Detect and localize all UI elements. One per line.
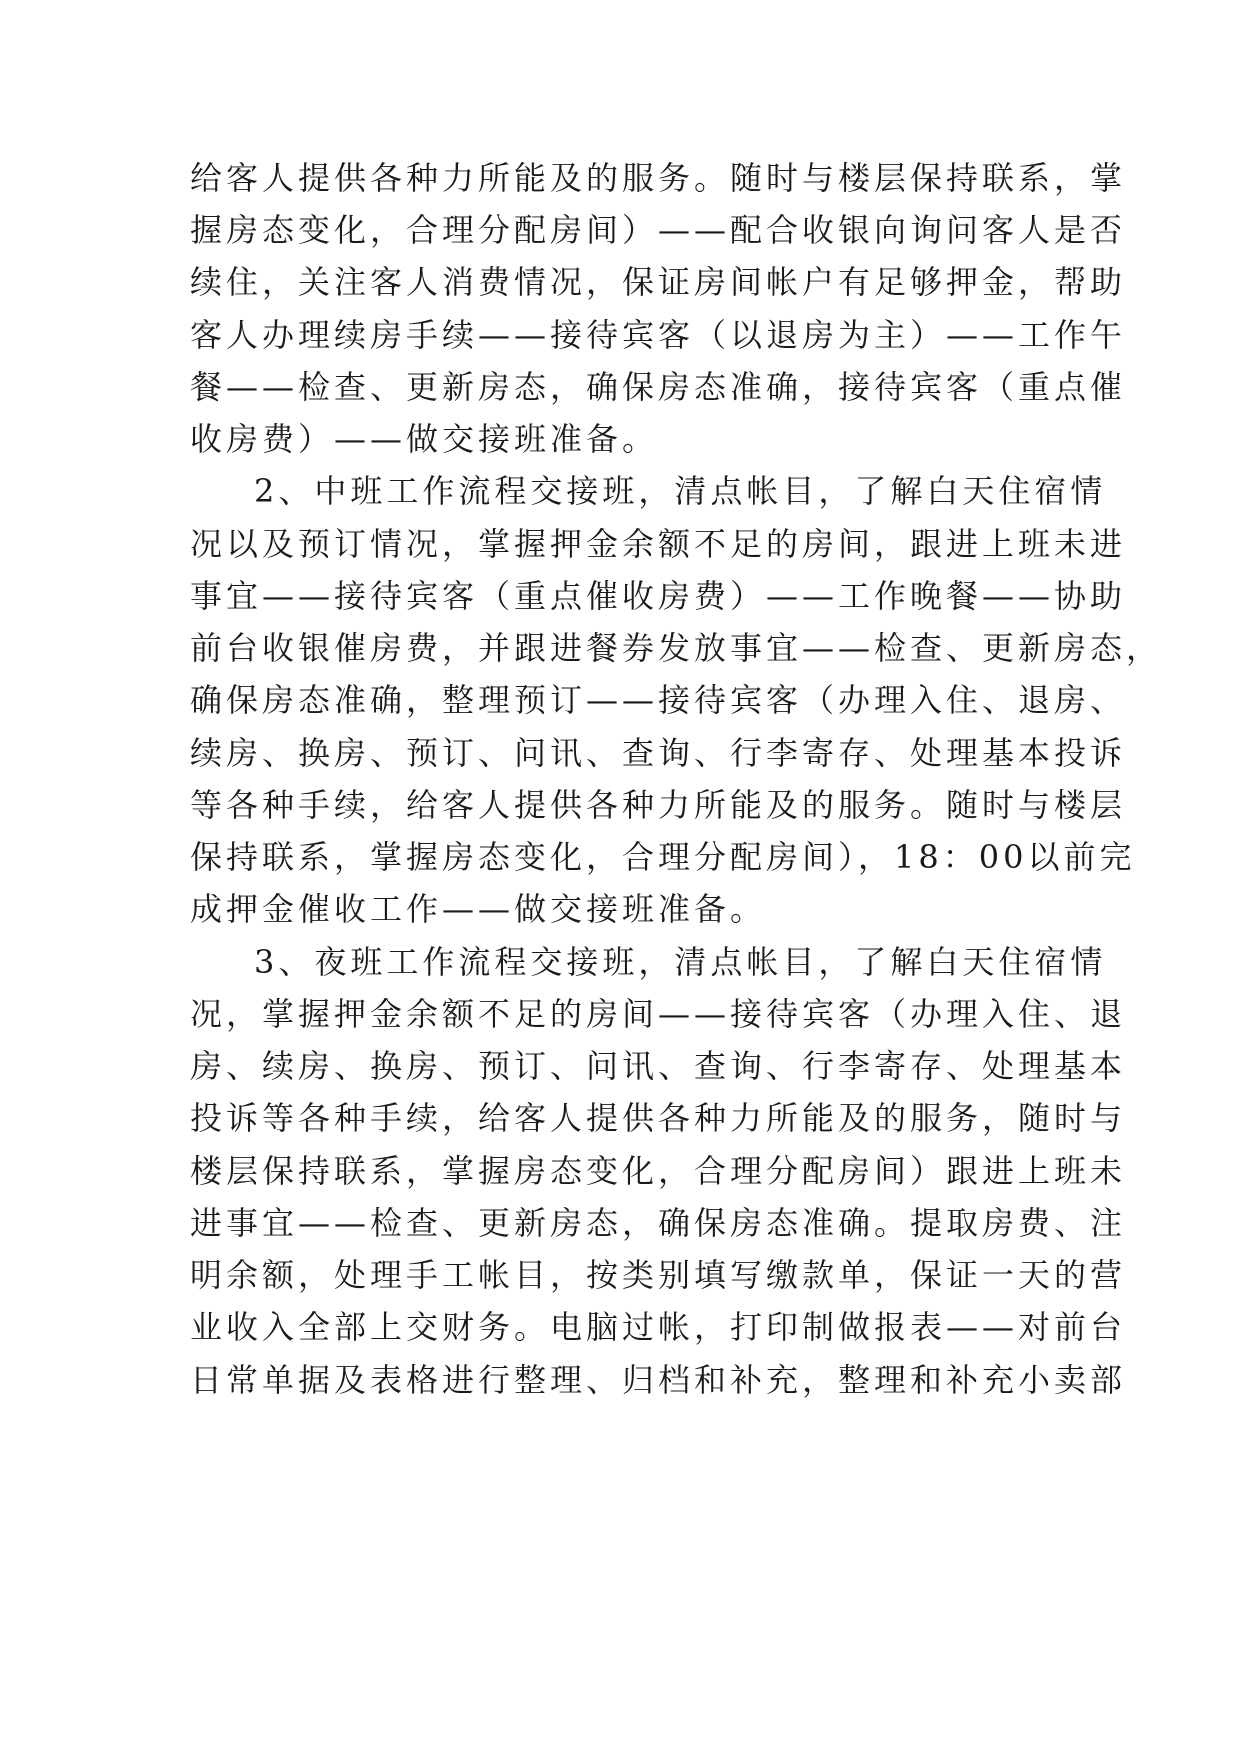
text-line: 前台收银催房费，并跟进餐券发放事宜——检查、更新房态， xyxy=(190,629,1163,667)
text-line: 进事宜——检查、更新房态，确保房态准确。提取房费、注 xyxy=(190,1204,1127,1242)
text-line: 况以及预订情况，掌握押金余额不足的房间，跟进上班未进 xyxy=(190,525,1127,563)
text-line: 确保房态准确，整理预订——接待宾客（办理入住、退房、 xyxy=(190,681,1127,719)
text-line: 投诉等各种手续，给客人提供各种力所能及的服务，随时与 xyxy=(190,1099,1127,1137)
text-line: 事宜——接待宾客（重点催收房费）——工作晚餐——协助 xyxy=(190,577,1127,615)
text-line: 楼层保持联系，掌握房态变化，合理分配房间）跟进上班未 xyxy=(190,1152,1127,1190)
text-line: 况，掌握押金余额不足的房间——接待宾客（办理入住、退 xyxy=(190,995,1127,1033)
text-line: 续住，关注客人消费情况，保证房间帐户有足够押金，帮助 xyxy=(190,263,1127,301)
text-line: 给客人提供各种力所能及的服务。随时与楼层保持联系，掌 xyxy=(190,159,1127,197)
paragraph-start-line: 2、中班工作流程交接班，清点帐目，了解白天住宿情 xyxy=(254,472,1107,510)
text-line: 保持联系，掌握房态变化，合理分配房间），18：00以前完 xyxy=(190,838,1136,876)
text-line: 续房、换房、预订、问讯、查询、行李寄存、处理基本投诉 xyxy=(190,734,1127,772)
text-line: 客人办理续房手续——接待宾客（以退房为主）——工作午 xyxy=(190,316,1127,354)
paragraph-start-line: 3、夜班工作流程交接班，清点帐目，了解白天住宿情 xyxy=(254,943,1107,981)
text-line: 房、续房、换房、预订、问讯、查询、行李寄存、处理基本 xyxy=(190,1047,1127,1085)
text-line: 等各种手续，给客人提供各种力所能及的服务。随时与楼层 xyxy=(190,786,1127,824)
text-line: 餐——检查、更新房态，确保房态准确，接待宾客（重点催 xyxy=(190,368,1127,406)
text-line: 收房费）——做交接班准备。 xyxy=(190,420,659,458)
text-line: 成押金催收工作——做交接班准备。 xyxy=(190,890,767,928)
text-line: 握房态变化，合理分配房间）——配合收银向询问客人是否 xyxy=(190,211,1127,249)
text-line: 日常单据及表格进行整理、归档和补充，整理和补充小卖部 xyxy=(190,1361,1127,1399)
text-line: 明余额，处理手工帐目，按类别填写缴款单，保证一天的营 xyxy=(190,1256,1127,1294)
text-line: 业收入全部上交财务。电脑过帐，打印制做报表——对前台 xyxy=(190,1308,1127,1346)
